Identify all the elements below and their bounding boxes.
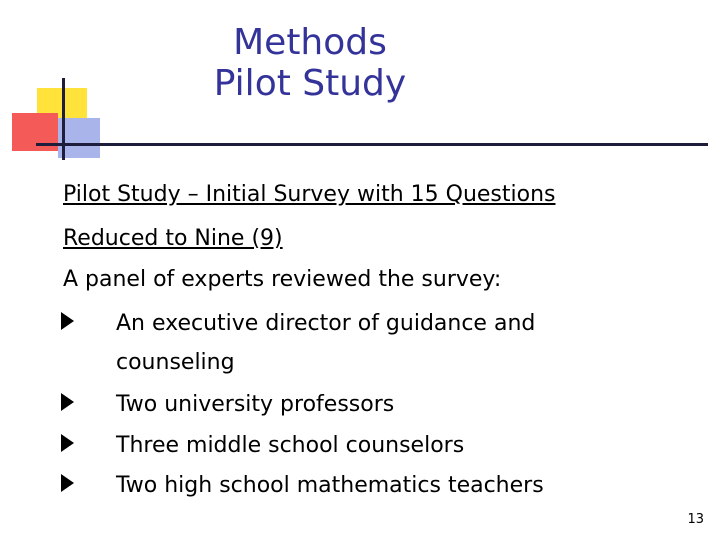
reduced-to-nine-heading: Reduced to Nine (9) — [63, 226, 283, 251]
title-line-methods: Methods — [233, 22, 387, 63]
pilot-study-heading: Pilot Study – Initial Survey with 15 Questions — [63, 182, 556, 207]
bullet-text-line: counseling — [116, 350, 235, 375]
bullet-triangle-icon — [61, 434, 74, 452]
slide-title — [150, 22, 470, 104]
bullet-triangle-icon — [61, 474, 74, 492]
bullet-text-line: An executive director of guidance and — [116, 311, 536, 336]
bullet-triangle-icon — [61, 312, 74, 330]
bullet-text: Three middle school counselors — [116, 433, 465, 458]
bullet-text — [116, 304, 535, 382]
bullet-text: Two high school mathematics teachers — [116, 473, 544, 498]
title-divider-line — [36, 143, 708, 146]
page-number: 13 — [687, 512, 704, 527]
title-line-pilot-study: Pilot Study — [213, 63, 407, 104]
panel-of-experts-intro: A panel of experts reviewed the survey: — [63, 267, 502, 292]
bullet-triangle-icon — [61, 393, 74, 411]
decorative-vertical-line — [62, 78, 65, 160]
bullet-text: Two university professors — [116, 392, 395, 417]
